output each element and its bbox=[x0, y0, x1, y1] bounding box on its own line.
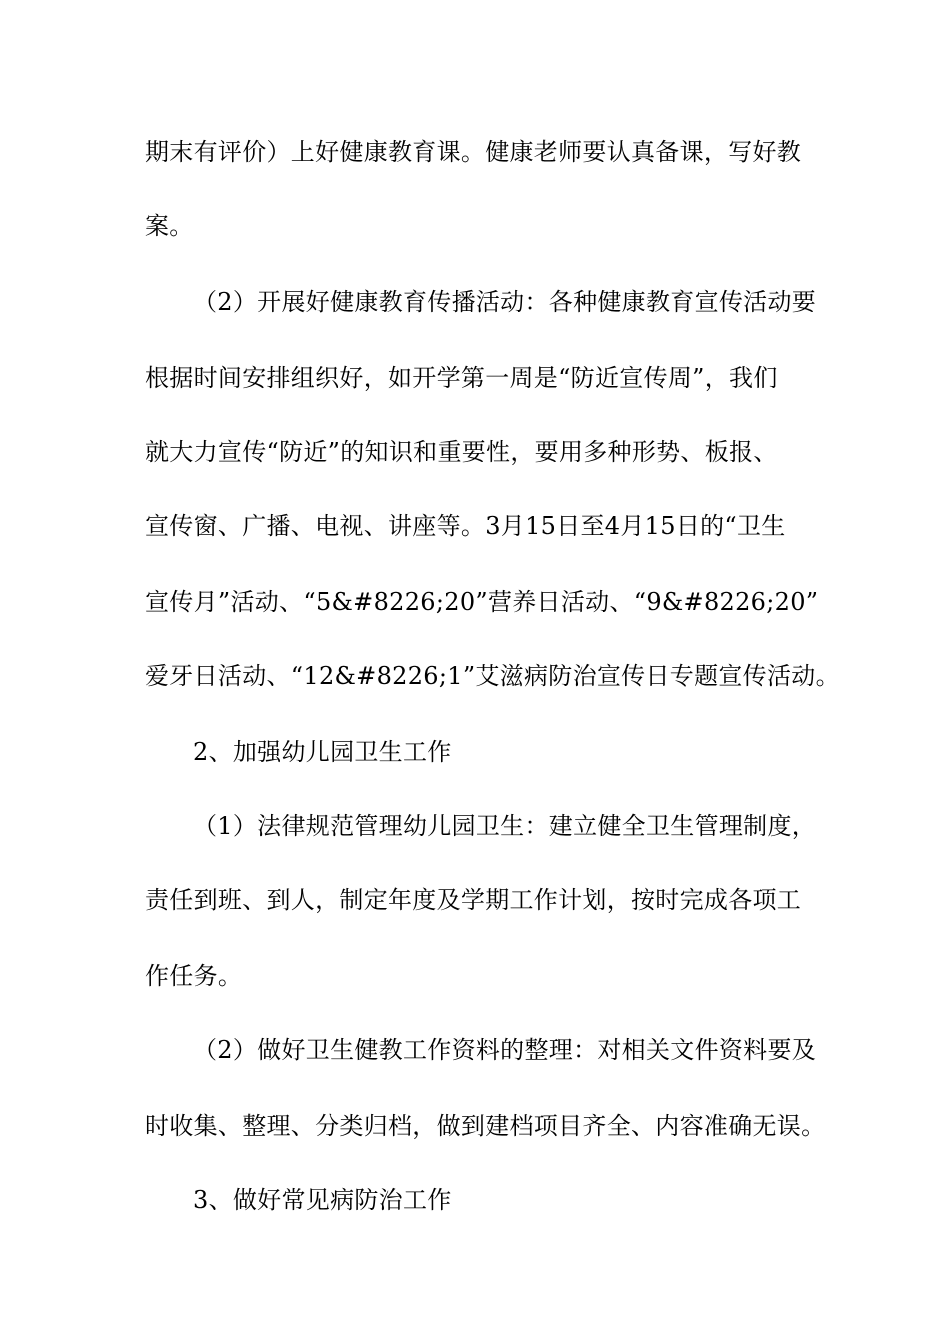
section-heading-2: 2、加强幼儿园卫生工作 bbox=[193, 738, 452, 766]
paragraph-line-10: （1）法律规范管理幼儿园卫生：建立健全卫生管理制度， bbox=[193, 812, 817, 840]
paragraph-line-2: 案。 bbox=[145, 212, 194, 240]
paragraph-line-3: （2）开展好健康教育传播活动：各种健康教育宣传活动要 bbox=[193, 288, 817, 316]
paragraph-line-14: 时收集、整理、分类归档，做到建档项目齐全、内容准确无误。 bbox=[145, 1112, 826, 1140]
paragraph-line-6: 宣传窗、广播、电视、讲座等。3月15日至4月15日的“卫生 bbox=[145, 512, 786, 540]
paragraph-line-8: 爱牙日活动、“12&#8226;1”艾滋病防治宣传日专题宣传活动。 bbox=[145, 662, 840, 690]
paragraph-line-12: 作任务。 bbox=[145, 962, 243, 990]
paragraph-line-11: 责任到班、到人，制定年度及学期工作计划，按时完成各项工 bbox=[145, 886, 802, 914]
paragraph-line-7: 宣传月”活动、“5&#8226;20”营养日活动、“9&#8226;20” bbox=[145, 588, 819, 616]
paragraph-line-13: （2）做好卫生健教工作资料的整理：对相关文件资料要及 bbox=[193, 1036, 817, 1064]
section-heading-3: 3、做好常见病防治工作 bbox=[193, 1186, 452, 1214]
paragraph-line-1: 期末有评价）上好健康教育课。健康老师要认真备课，写好教 bbox=[145, 138, 802, 166]
paragraph-line-5: 就大力宣传“防近”的知识和重要性，要用多种形势、板报、 bbox=[145, 438, 778, 466]
paragraph-line-4: 根据时间安排组织好，如开学第一周是“防近宣传周”，我们 bbox=[145, 364, 778, 392]
